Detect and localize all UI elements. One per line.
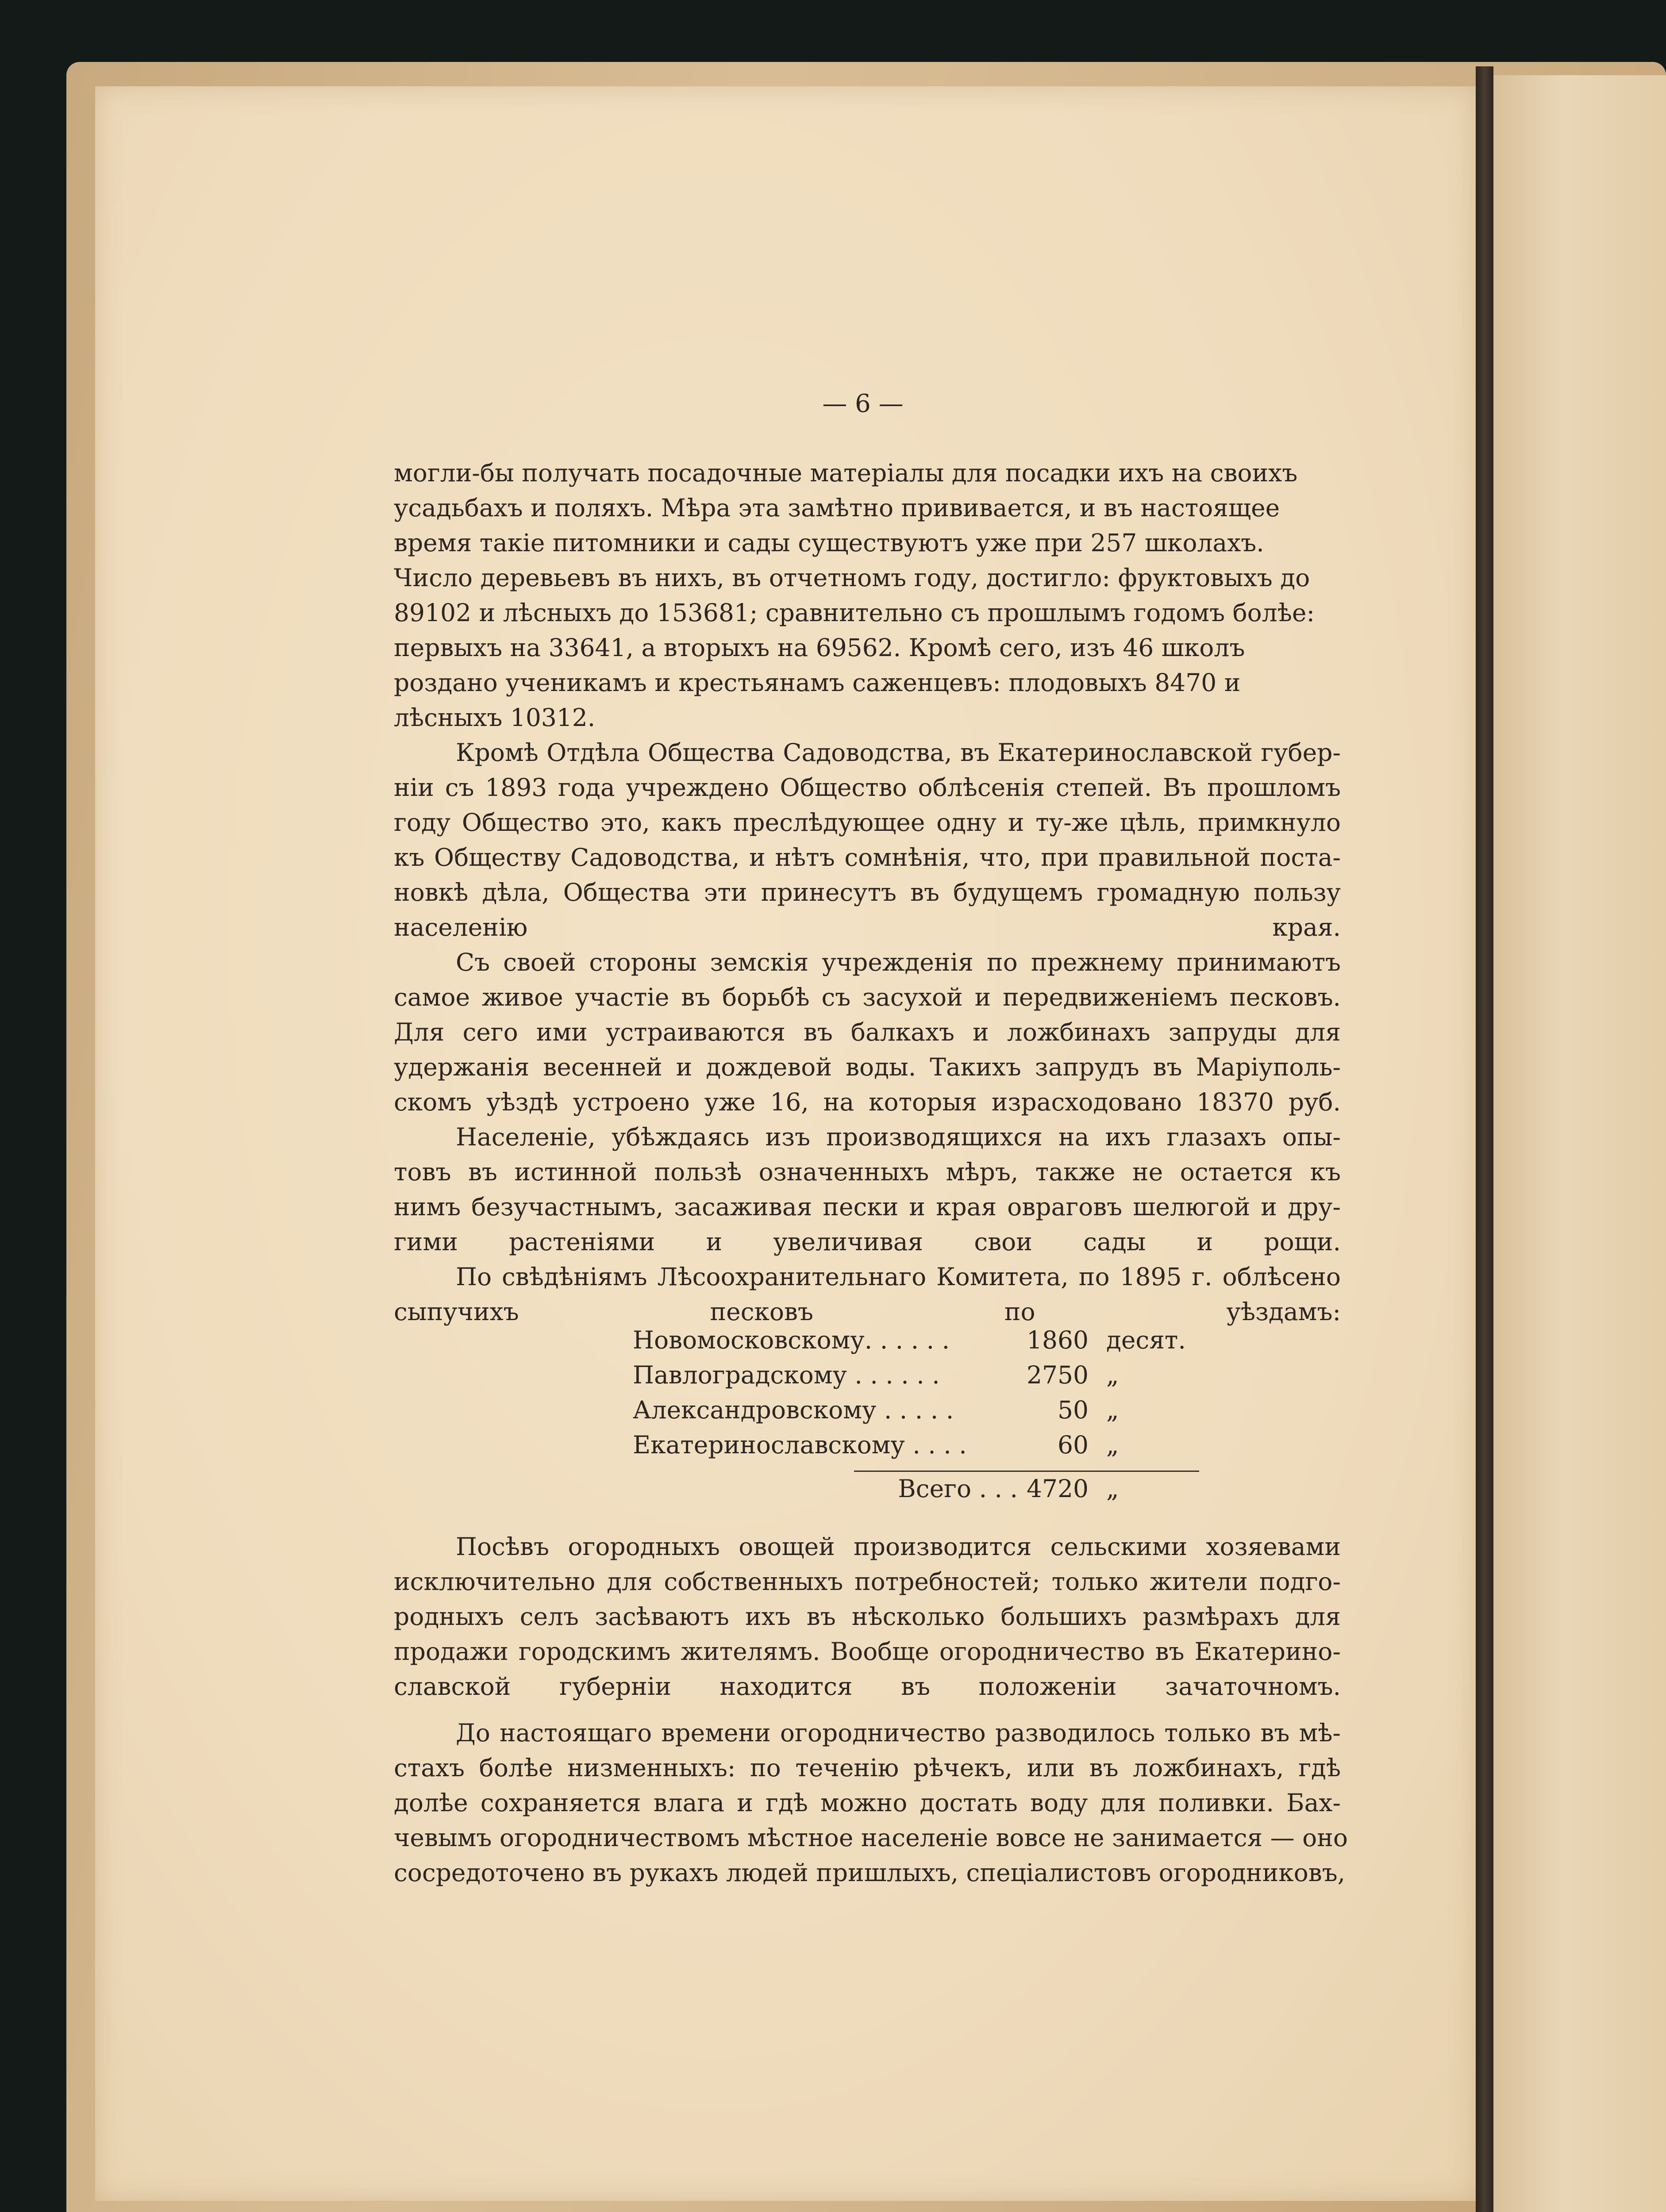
paragraph-3 [394,945,1341,1120]
text-line: лѣсныхъ 10312. [394,703,596,732]
text-line: самое живое участіе въ борьбѣ съ засухой и передвиженіемъ песковъ. [394,983,1341,1011]
text-line: Съ своей стороны земскія учрежденія по прежнему принимаютъ [456,948,1341,976]
text-line: новкѣ дѣла, Общества эти принесутъ въ будущемъ громадную пользу [394,878,1341,906]
paragraph-7 [394,1716,1348,1890]
text-line: чевымъ огородничествомъ мѣстное населеніе вовсе не занимается — оно [394,1824,1348,1852]
text-line: Для сего ими устраиваются въ балкахъ и ложбинахъ запруды для [394,1018,1341,1046]
total-unit: „ [1106,1475,1119,1503]
text-line: году Общество это, какъ преслѣдующее одну и ту-же цѣль, примкнуло [394,808,1341,837]
district-name: Новомосковскому. . . . . . [633,1326,950,1354]
text-line: 89102 и лѣсныхъ до 153681; сравнительно съ прошлымъ годомъ болѣе: [394,599,1315,627]
area-value: 50 [1058,1396,1089,1424]
text-line: долѣе сохраняется влага и гдѣ можно достать воду для поливки. Бах- [394,1789,1341,1817]
book-spine [1476,66,1493,2212]
paragraph-1 [394,456,1341,735]
text-line: По свѣдѣніямъ Лѣсоохранительнаго Комитета, по 1895 г. облѣсено [456,1263,1341,1291]
text-line: скомъ уѣздѣ устроено уже 16, на которыя израсходовано 18370 руб. [394,1088,1341,1116]
area-value: 2750 [1027,1361,1089,1389]
text-line: славской губерніи находится въ положеніи зачаточномъ. [394,1672,1341,1701]
paragraph-2 [394,735,1341,945]
table-row [633,1428,1230,1463]
text-line: удержанія весенней и дождевой воды. Такихъ запрудъ въ Маріуполь- [394,1053,1341,1081]
table-total-row [633,1471,1230,1506]
total-rule [854,1471,1199,1472]
text-line: первыхъ на 33641, а вторыхъ на 69562. Кромѣ сего, изъ 46 школъ [394,634,1245,662]
text-line: стахъ болѣе низменныхъ: по теченію рѣчекъ, или въ ложбинахъ, гдѣ [394,1754,1341,1782]
page-number: — 6 — [822,389,904,418]
text-line: ніи съ 1893 года учреждено Общество облѣсенія степей. Въ прошломъ [394,773,1341,802]
area-unit: „ [1106,1396,1119,1424]
text-line: товъ въ истинной пользѣ означенныхъ мѣръ, также не остается къ [394,1158,1341,1186]
district-name: Екатеринославскому . . . . [633,1431,967,1459]
district-name: Павлоградскому . . . . . . [633,1361,940,1389]
table-row [633,1393,1230,1428]
text-line: могли-бы получать посадочные матеріалы для посадки ихъ на своихъ [394,459,1298,487]
text-line: сыпучихъ песковъ по уѣздамъ: [394,1298,1341,1326]
table-row [633,1358,1230,1393]
text-line: сосредоточено въ рукахъ людей пришлыхъ, спеціалистовъ огородниковъ, [394,1859,1346,1887]
paragraph-6 [394,1529,1341,1704]
text-line: время такіе питомники и сады существуютъ уже при 257 школахъ. [394,529,1264,557]
text-line: нимъ безучастнымъ, засаживая пески и края овраговъ шелюгой и дру- [394,1193,1341,1221]
district-name: Александровскому . . . . . [633,1396,954,1424]
afforestation-table [633,1323,1230,1506]
text-line: усадьбахъ и поляхъ. Мѣра эта замѣтно прививается, и въ настоящее [394,494,1280,522]
text-line: продажи городскимъ жителямъ. Вообще огородничество въ Екатерино- [394,1637,1341,1666]
total-value: 4720 [1027,1475,1089,1503]
area-unit: десят. [1106,1326,1186,1354]
text-line: исключительно для собственныхъ потребностей; только жители подго- [394,1567,1341,1596]
table-row [633,1323,1230,1358]
text-line: Посѣвъ огородныхъ овощей производится сельскими хозяевами [456,1532,1341,1561]
area-value: 1860 [1027,1326,1089,1354]
paragraph-5 [394,1260,1341,1329]
text-line: До настоящаго времени огородничество разводилось только въ мѣ- [456,1719,1341,1747]
area-value: 60 [1058,1431,1089,1459]
text-line: населенію края. [394,913,1341,941]
text-line: гими растеніями и увеличивая свои сады и рощи. [394,1228,1341,1256]
paragraph-4 [394,1120,1341,1260]
adjacent-page-edge [1493,75,1666,2212]
text-line: Число деревьевъ въ нихъ, въ отчетномъ году, достигло: фруктовыхъ до [394,564,1310,592]
text-line: Населеніе, убѣждаясь изъ производящихся на ихъ глазахъ опы- [456,1123,1341,1151]
text-line: родныхъ селъ засѣваютъ ихъ въ нѣсколько большихъ размѣрахъ для [394,1602,1341,1631]
area-unit: „ [1106,1431,1119,1459]
text-line: къ Обществу Садоводства, и нѣтъ сомнѣнія, что, при правильной поста- [394,843,1341,872]
total-label: Всего . . . [898,1475,1018,1503]
text-line: роздано ученикамъ и крестьянамъ саженцевъ: плодовыхъ 8470 и [394,668,1241,697]
body-text [394,456,1348,1890]
text-line: Кромѣ Отдѣла Общества Садоводства, въ Екатеринославской губер- [456,738,1341,767]
paragraph-gap [394,1704,1341,1716]
area-unit: „ [1106,1361,1119,1389]
